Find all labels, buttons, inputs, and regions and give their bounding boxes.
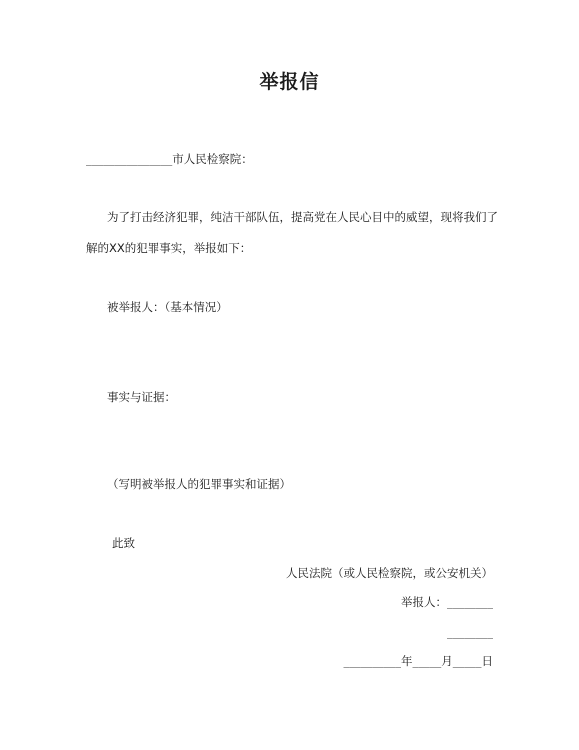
intro-line-2-prefix: 解的 bbox=[86, 241, 109, 255]
date-line: __________年_____月_____日 bbox=[343, 654, 493, 668]
facts-hint: （写明被举报人的犯罪事实和证据） bbox=[107, 477, 291, 491]
accused-label: 被举报人：（基本情况） bbox=[107, 300, 228, 314]
recipient: 人民法院（或人民检察院，或公安机关） bbox=[286, 566, 493, 580]
closing: 此致 bbox=[112, 536, 135, 550]
intro-line-1: 为了打击经济犯罪，纯洁干部队伍，提高党在人民心目中的威望，现将我们了 bbox=[107, 210, 498, 224]
intro-line-2-xx: XX bbox=[109, 241, 125, 255]
document-title: 举报信 bbox=[259, 71, 320, 93]
intro-line-2 bbox=[86, 240, 251, 256]
salutation: _______________市人民检察院： bbox=[86, 152, 253, 166]
intro-line-2-suffix: 的犯罪事实，举报如下： bbox=[124, 241, 252, 255]
facts-label: 事实与证据： bbox=[107, 390, 176, 404]
signature-line: ________ bbox=[447, 625, 493, 639]
reporter: 举报人：________ bbox=[401, 595, 493, 609]
